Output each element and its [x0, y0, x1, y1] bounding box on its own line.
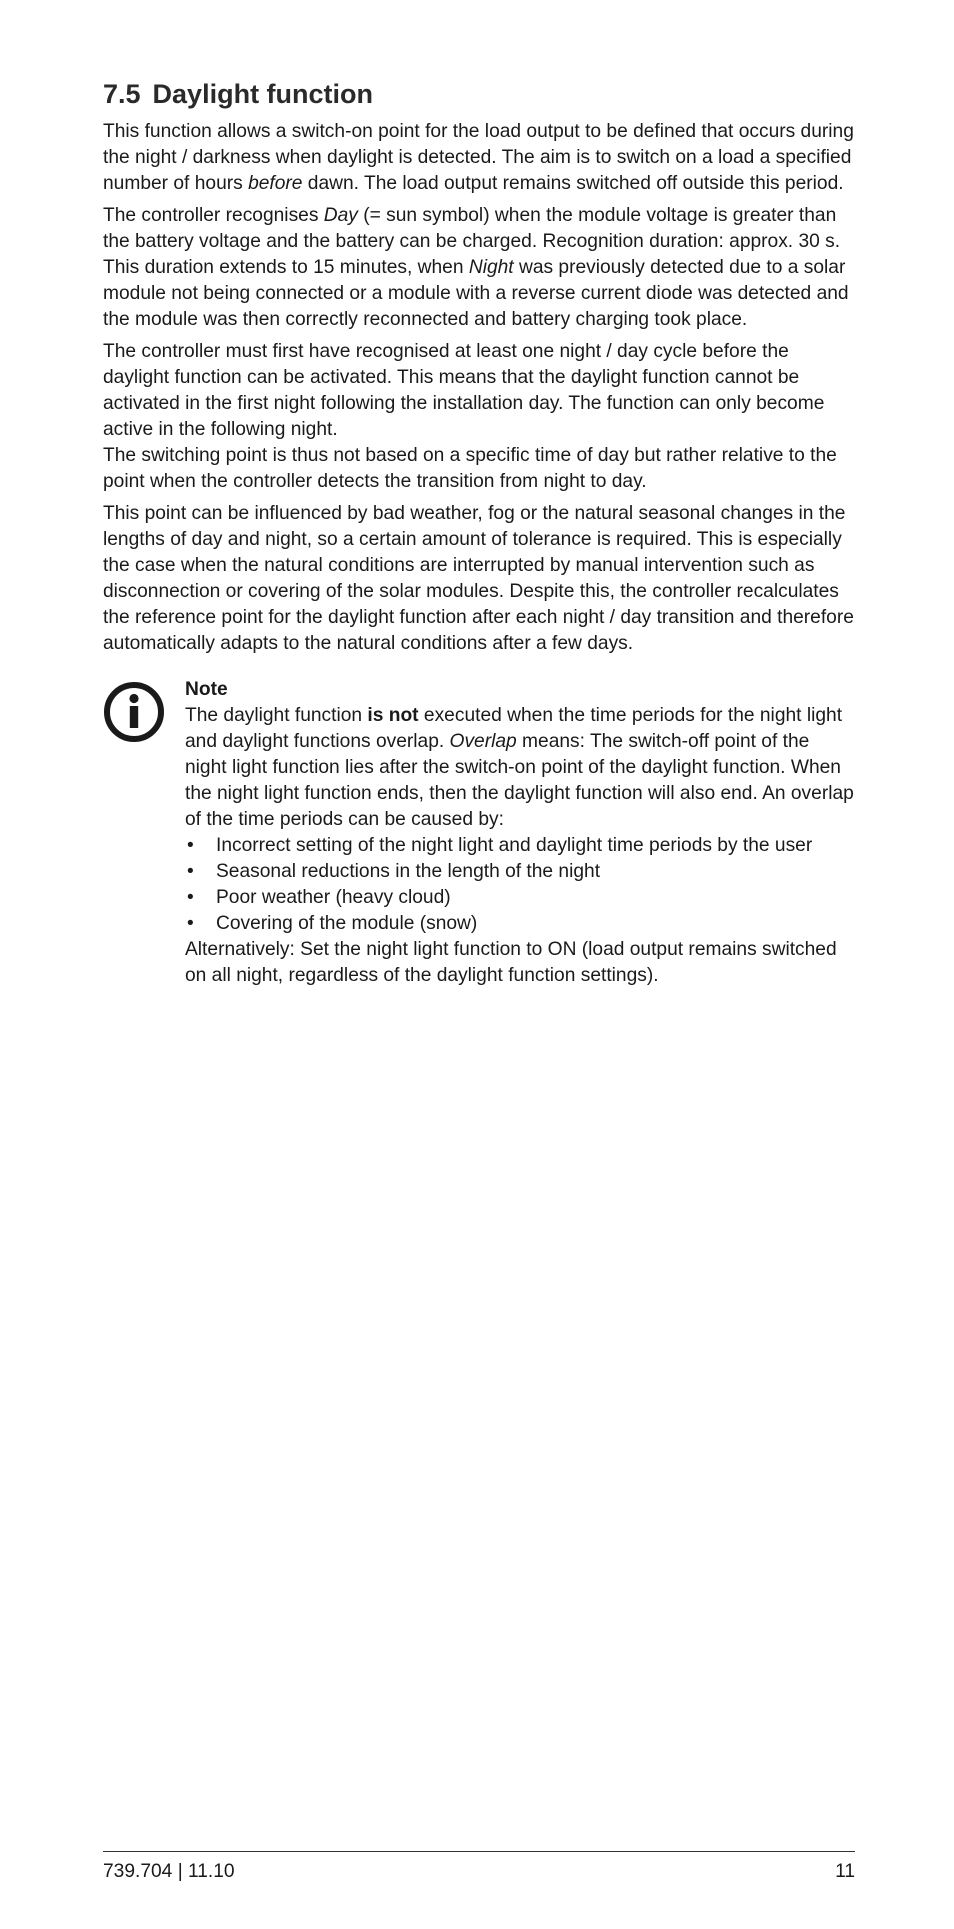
list-item: [185, 911, 855, 937]
note-body: [185, 703, 855, 833]
note-strong-text: is not: [367, 705, 419, 726]
section-number: 7.5: [103, 79, 141, 109]
note-emphasis-text: Overlap: [449, 731, 517, 752]
bullet: •: [187, 913, 194, 934]
note-box: [103, 677, 855, 989]
note-cause-list: [185, 833, 855, 937]
emphasis-text: Night: [468, 257, 514, 278]
note-text: The daylight function: [185, 705, 368, 726]
paragraph-text: The controller recognises: [103, 205, 324, 226]
list-item: [185, 833, 855, 859]
info-icon: [103, 681, 165, 743]
list-item-text: Poor weather (heavy cloud): [216, 887, 451, 908]
list-item-text: Incorrect setting of the night light and daylight time periods by the user: [216, 835, 813, 856]
list-item-text: Seasonal reductions in the length of the night: [216, 861, 601, 882]
paragraph-switching-point: The switching point is thus not based on a specific time of day but rather relative to the point when the controller detects the transition from night to day.: [103, 445, 837, 492]
bullet: •: [187, 835, 194, 856]
list-item: [185, 885, 855, 911]
paragraph-intro: [103, 119, 855, 197]
note-text: executed when the time periods for the night light and daylight functions overlap.: [185, 705, 843, 752]
emphasis-text: Day: [323, 205, 358, 226]
note-title: Note: [185, 679, 228, 700]
list-item: [185, 859, 855, 885]
list-item-text: Covering of the module (snow): [216, 913, 478, 934]
section-heading: [103, 76, 855, 112]
paragraph-text: was previously detected due to a solar module not being connected or a module with a reverse current diode was detected and the module was then correctly reconnected and battery charging took place.: [103, 257, 849, 330]
section-title: Daylight function: [152, 79, 374, 109]
page-content: [103, 76, 855, 989]
paragraph-day-recognition: [103, 203, 855, 255]
page-number: 11: [835, 1861, 855, 1882]
bullet: •: [187, 887, 194, 908]
paragraph-text: (= sun symbol) when the module voltage is greater than the battery voltage and the battery can be charged. Recognition duration: approx. 30 s.: [103, 205, 841, 252]
emphasis-text: before: [248, 173, 303, 194]
page-footer: [103, 1851, 855, 1885]
note-text: means: The switch-off point of the night light function lies after the switch-on point of the daylight function. When the night light function ends, then the daylight function will also end. An overlap of the time periods can be caused by:: [185, 731, 854, 830]
paragraph-duration: [103, 255, 855, 333]
note-alternative: Alternatively: Set the night light function to ON (load output remains switched on all night, regardless of the daylight function settings).: [185, 939, 837, 986]
paragraph-tolerance: This point can be influenced by bad weather, fog or the natural seasonal changes in the lengths of day and night, so a certain amount of tolerance is required. This is especially the case when the natural conditions are interrupted by manual intervention such as disconnection or covering of the solar modules. Despite this, the controller recalculates the reference point for the daylight function after each night / day transition and therefore automatically adapts to the natural conditions after a few days.: [103, 503, 854, 654]
paragraph-text: This duration extends to 15 minutes, when: [103, 257, 469, 278]
paragraph-text: This function allows a switch-on point for the load output to be defined that occurs during the night / darkness when daylight is detected. The aim is to switch on a load a specified number of hours: [103, 121, 854, 194]
paragraph-cycle: The controller must first have recognised at least one night / day cycle before the daylight function can be activated. This means that the daylight function cannot be activated in the first night following the installation day. The function can only become active in the following night.: [103, 341, 825, 440]
paragraph-text: dawn. The load output remains switched off outside this period.: [302, 173, 844, 194]
document-reference: 739.704 | 11.10: [103, 1861, 235, 1882]
bullet: •: [187, 861, 194, 882]
